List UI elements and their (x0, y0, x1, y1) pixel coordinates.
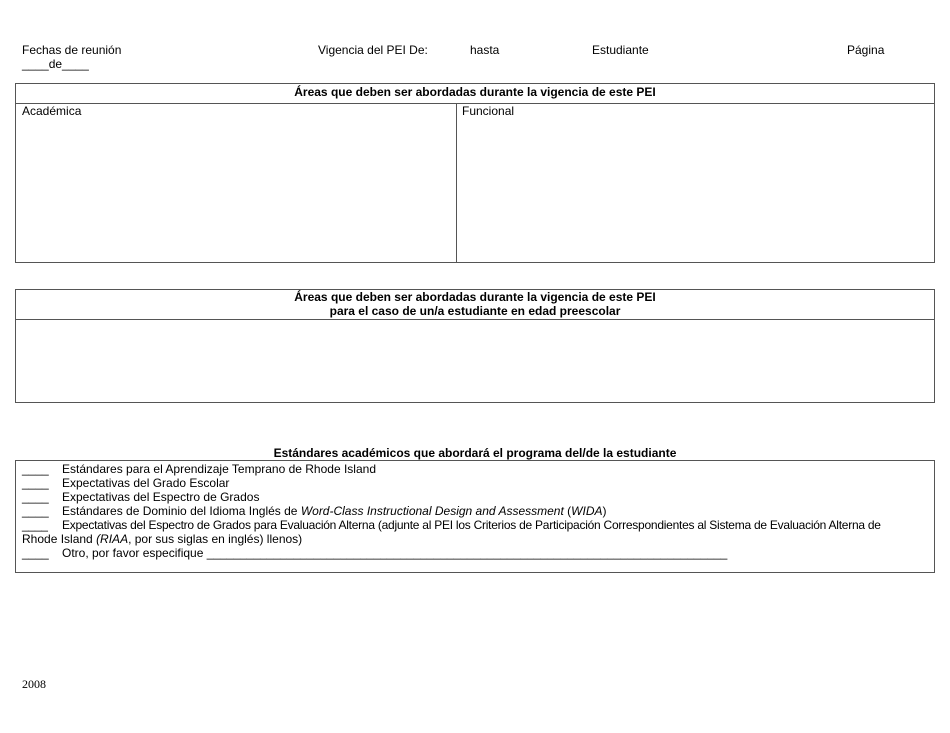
standard-item-2[interactable]: ____ Expectativas del Grado Escolar (22, 476, 230, 490)
page-label: Página (847, 43, 885, 57)
standards-box (15, 460, 935, 573)
standards-title: Estándares académicos que abordará el programa del/de la estudiante (273, 446, 677, 460)
standard-item-3[interactable]: ____ Expectativas del Espectro de Grados (22, 490, 260, 504)
functional-column-label: Funcional (462, 104, 515, 118)
areas-table (15, 83, 935, 263)
standard-item-1[interactable]: ____ Estándares para el Aprendizaje Temprano de Rhode Island (22, 462, 376, 476)
areas-table-title: Áreas que deben ser abordadas durante la vigencia de este PEI (16, 84, 934, 104)
column-divider (456, 103, 457, 262)
student-label: Estudiante (592, 43, 649, 57)
validity-label: Vigencia del PEI De: (318, 43, 428, 57)
standard-item-4[interactable]: ____ Estándares de Dominio del Idioma Inglés de Word-Class Instructional Design and Assessment (WIDA) (22, 504, 607, 518)
page-of-field: ____de____ (22, 57, 89, 71)
meeting-dates-label: Fechas de reunión (22, 43, 122, 57)
until-label: hasta (470, 43, 500, 57)
preschool-title-line2: para el caso de un/a estudiante en edad preescolar (329, 304, 621, 318)
standard-item-5[interactable]: ____ Expectativas del Espectro de Grados para Evaluación Alterna (adjunte al PEI los Criterios de Participación Correspondientes al Sistema de Evaluación Alterna de (22, 518, 881, 532)
standard-item-other[interactable]: ____ Otro, por favor especifique ______________________________________________________________________________ (22, 546, 728, 560)
preschool-areas-title (16, 290, 934, 320)
academic-column-label: Académica (22, 104, 82, 118)
preschool-title-line1: Áreas que deben ser abordadas durante la vigencia de este PEI (294, 290, 656, 304)
standard-item-5-cont: Rhode Island (RIAA, por sus siglas en inglés) llenos) (22, 532, 303, 546)
footer-year: 2008 (22, 677, 46, 691)
preschool-areas-table (15, 289, 935, 403)
